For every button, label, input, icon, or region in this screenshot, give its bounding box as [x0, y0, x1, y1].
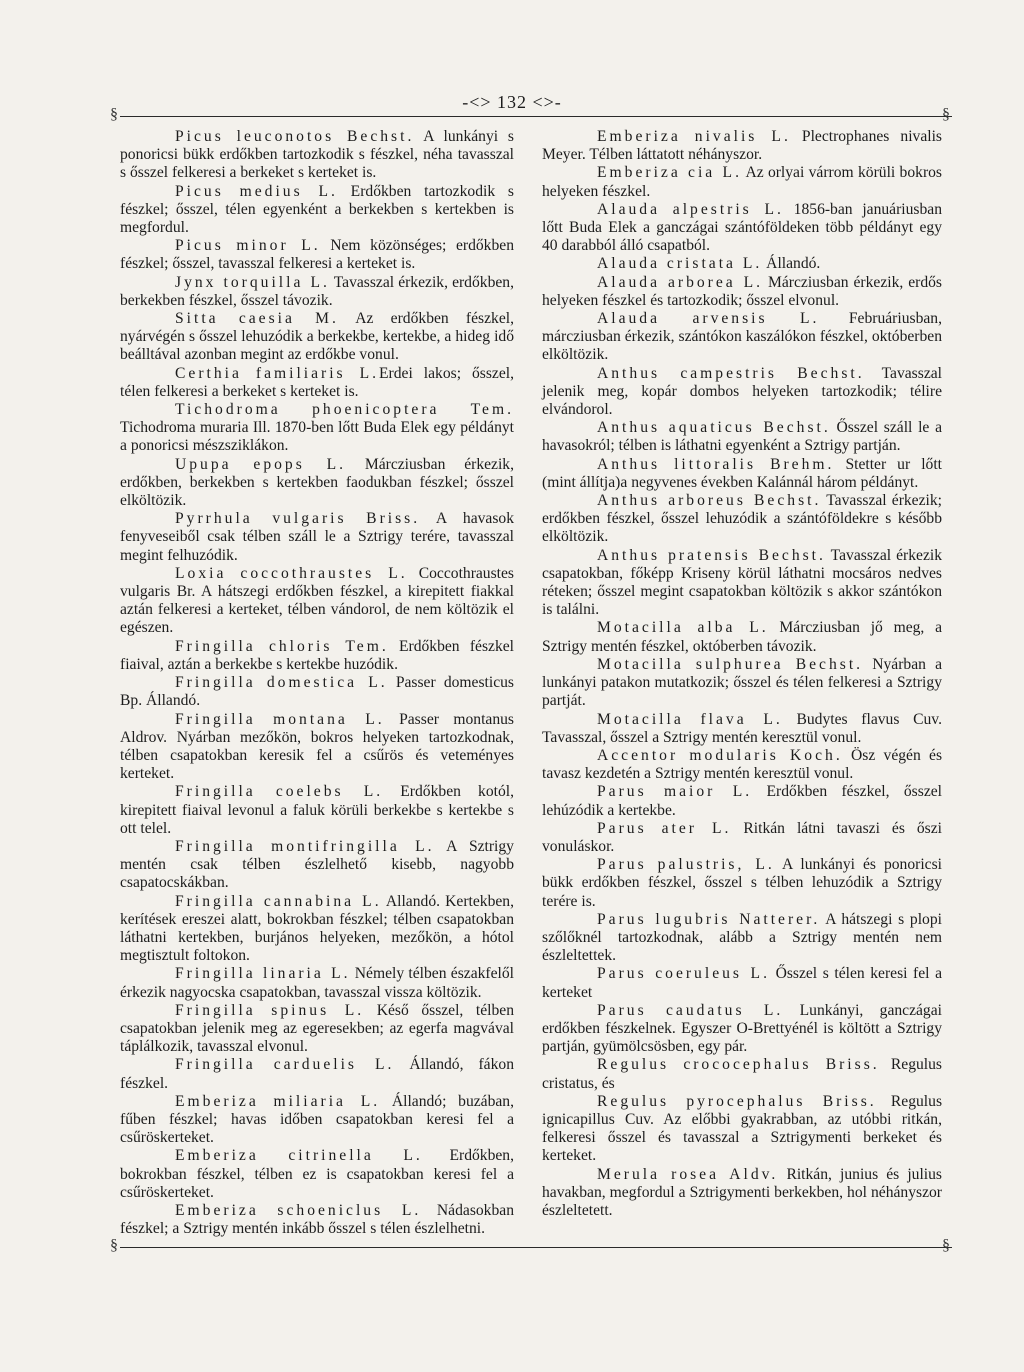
species-entry — [542, 711, 942, 747]
species-name: Fringilla montana L. — [175, 710, 385, 728]
species-entry — [542, 656, 942, 711]
species-description: Passer domesticus Bp. Állandó. — [120, 674, 514, 710]
species-entry — [120, 237, 514, 273]
species-description: Márcziusban jő meg, a Sztrigy mentén fészkel, októberben távozik. — [542, 619, 942, 655]
species-name: Emberiza cia L. — [597, 164, 742, 182]
species-entry — [120, 310, 514, 365]
species-name: Fringilla chloris Tem. — [175, 637, 389, 655]
species-description: Regulus cristatus, és — [542, 1056, 942, 1092]
species-entry — [120, 1147, 514, 1202]
species-description: Tavasszal érkezik; erdőkben fészkel, ősszel lehuzódik a szántóföldekre s később elköltözik. — [542, 492, 942, 546]
species-entry — [542, 1002, 942, 1057]
species-name: Fringilla carduelis L. — [175, 1056, 395, 1074]
species-description: Állandó. — [762, 255, 821, 273]
species-name: Anthus aquaticus Bechst. — [597, 419, 831, 437]
species-entry — [120, 838, 514, 893]
species-description: Passer montanus Aldrov. Nyárban mezőkön, bokros helyeken tartozkodnak, télben csapatokban keresik fel a csűrös és veteményes kerteket. — [120, 710, 514, 783]
species-description: Regulus ignicapillus Cuv. Az előbbi gyakrabban, az utóbbi ritkán, felkeresi ősszel és tavasszal a Sztrigymenti berkeket és kerteket. — [542, 1092, 943, 1165]
species-entry — [120, 456, 514, 511]
species-description: A lunkányi és ponoricsi bükk erdőkben fészkel, ősszel s télben lehuzódik a Sztrigy terére is. — [542, 856, 942, 910]
species-description: Az orlyai várrom körüli bokros helyeken fészkel. — [542, 164, 942, 200]
species-name: Certhia familiaris L. — [175, 364, 380, 382]
species-description: Coccothraustes vulgaris Br. A hátszegi erdőkben fészkel, a kirepitett fiakkal aztán felkeresi a kerteket, télben vándorol, de nem költözik el egészen. — [120, 564, 514, 637]
species-entry — [120, 1202, 514, 1238]
species-description: Lunkányi, ganczágai erdőkben fészkelnek. Egyszer O-Brettyénél is költött a Sztrigy partján, gyümölcsösben, egy pár. — [542, 1001, 942, 1056]
bottom-rule — [120, 1247, 952, 1248]
species-name: Tichodroma phoenicoptera Tem. — [175, 401, 514, 419]
species-name: Anthus campestris Bechst. — [597, 364, 865, 382]
species-entry — [542, 492, 942, 547]
ornament-icon: § — [942, 1237, 950, 1254]
species-description: A havasok fenyveseiből csak télben száll le a Sztrigy terére, tavasszal megint felhuzódik. — [120, 510, 515, 564]
species-entry — [542, 783, 942, 819]
species-name: Regulus crococephalus Briss. — [597, 1056, 880, 1074]
species-description: Márcziusban érkezik, erdős helyeken fészkel és tartozkodik; ősszel elvonul. — [542, 273, 942, 309]
species-entry — [120, 674, 514, 710]
species-name: Regulus pyrocephalus Briss. — [597, 1092, 877, 1110]
species-description: Némely télben északfelől érkezik nagyocska csapatokban, tavasszal vissza költözik. — [120, 965, 514, 1001]
species-description: Nem közönséges; erdőkben fészkel; ősszel, tavasszal felkeresi a kerteket is. — [120, 237, 514, 273]
species-description: Erdőkben, bokrokban fészkel, télben ez is csapatokban keresi fel a csűröskerteket. — [120, 1147, 514, 1201]
species-name: Picus leuconotos Bechst. — [175, 128, 415, 145]
species-description: Márcziusban érkezik, erdőkben, berkekben s kertekben faodukban fészkel; ősszel elköltözik. — [120, 455, 514, 510]
species-name: Anthus littoralis Brehm. — [597, 455, 835, 473]
species-entry — [120, 965, 514, 1001]
top-rule — [120, 116, 952, 117]
species-name: Picus medius L. — [175, 182, 338, 200]
species-entry — [542, 747, 942, 783]
species-description: Tavasszal jelenik meg, kopár dombos helyeken tartozkodik; télire elvándorol. — [542, 364, 942, 419]
species-entry — [120, 365, 514, 401]
species-name: Fringilla coelebs L. — [175, 783, 384, 801]
species-entry — [120, 128, 514, 183]
species-entry — [120, 711, 514, 784]
species-description: Plectrophanes nivalis Meyer. Télben láttatott néhányszor. — [542, 128, 942, 164]
species-description: Tavasszal érkezik csapatokban, főképp Kriseny körül láthatni mocsáros nedves réteken; ősszel megint csapatokban költözik s akkor szántókon is találni. — [542, 546, 942, 619]
species-description: Ősszel száll le a havasokról; télben is láthatni egyenként a Sztrigy partján. — [542, 419, 943, 455]
species-name: Parus lugubris Natterer. — [597, 910, 821, 928]
species-entry — [120, 401, 514, 456]
species-name: Motacilla flava L. — [597, 710, 783, 728]
species-name: Fringilla cannabina L. — [175, 892, 382, 910]
species-description: Erdőkben kotól, kirepitett fiaival levonul a faluk körüli berkekbe s kertekbe s ott telel. — [120, 783, 514, 837]
species-description: Erdőkben fészkel, ősszel lehúzódik a kertekbe. — [542, 783, 942, 819]
species-name: Alauda alpestris L. — [597, 200, 784, 218]
species-description: Tichodroma muraria Ill. 1870-ben lőtt Buda Elek egy példányt a ponoricsi mészsziklákon. — [120, 419, 514, 455]
left-column — [120, 128, 514, 1238]
species-description: Késő ősszel, télben csapatokban jelenik meg az egeresekben; az egerfa magvával táplálkozik, tavasszal elvonul. — [120, 1001, 514, 1056]
species-entry — [120, 274, 514, 310]
species-name: Loxia coccothraustes L. — [175, 564, 408, 582]
species-name: Anthus arboreus Bechst. — [597, 492, 822, 510]
species-entry — [542, 201, 942, 256]
species-name: Parus palustris, L. — [597, 856, 775, 874]
species-entry — [542, 820, 942, 856]
species-description: Tavasszal érkezik, erdőkben, berkekben fészkel, ősszel távozik. — [120, 273, 514, 309]
page-number: -<> 132 <>- — [462, 92, 562, 112]
species-name: Fringilla linaria L. — [175, 965, 351, 983]
species-entry — [120, 183, 514, 238]
species-entry — [120, 565, 514, 638]
ornament-icon: § — [110, 106, 118, 123]
species-description: A Sztrigy mentén csak télben észlelhető kisebb, nagyobb csapatocskákban. — [120, 837, 514, 892]
species-name: Parus ater L. — [597, 819, 732, 837]
species-name: Sitta caesia M. — [175, 310, 339, 328]
species-entry — [542, 164, 942, 200]
species-entry — [542, 911, 942, 966]
species-name: Pyrrhula vulgaris Briss. — [175, 510, 421, 528]
species-entry — [542, 419, 942, 455]
species-name: Alauda cristata L. — [597, 255, 763, 273]
species-description: Ritkán, junius és julius havakban, megfordul a Sztrigymenti berkekben, hol néhányszor észleltetett. — [542, 1165, 942, 1219]
species-description: Nádasokban fészkel; a Sztrigy mentén inkább ősszel s télen észlelhetni. — [120, 1201, 514, 1238]
species-entry — [120, 1093, 514, 1148]
species-entry — [542, 310, 942, 365]
species-entry — [542, 547, 942, 620]
species-entry — [542, 255, 942, 273]
species-entry — [542, 1093, 942, 1166]
species-name: Alauda arvensis L. — [597, 310, 820, 328]
species-name: Merula rosea Aldv. — [597, 1165, 779, 1183]
species-name: Motacilla alba L. — [597, 619, 769, 637]
species-name: Fringilla spinus L. — [175, 1001, 365, 1019]
species-name: Fringilla domestica L. — [175, 674, 388, 692]
species-name: Emberiza schoeniclus L. — [175, 1201, 422, 1219]
species-description: Ősszel s télen keresi fel a kerteket — [542, 965, 942, 1001]
species-description: Ösz végén és tavasz kezdetén a Sztrigy mentén keresztül vonul. — [542, 746, 943, 783]
species-entry — [542, 274, 942, 310]
ornament-icon: § — [110, 1237, 118, 1254]
species-name: Emberiza citrinella L. — [175, 1147, 423, 1165]
species-entry — [120, 510, 514, 565]
species-entry — [542, 1166, 942, 1221]
species-description: A hátszegi s plopi szőlőknél tartozkodnak, alább a Sztrigy mentén nem észleltettek. — [542, 910, 942, 965]
species-entry — [542, 365, 942, 420]
species-name: Fringilla montifringilla L. — [175, 837, 435, 855]
species-name: Anthus pratensis Bechst. — [597, 546, 826, 564]
species-entry — [542, 619, 942, 655]
species-name: Emberiza nivalis L. — [597, 128, 791, 145]
species-name: Parus caudatus L. — [597, 1001, 784, 1019]
species-description: Állandó; buzában, fűben fészkel; havas időben csapatokban keresi fel a csűröskerteket. — [120, 1092, 514, 1147]
species-entry — [120, 1056, 514, 1092]
species-description: Februáriusban, márcziusban érkezik, szántókon kaszálókon fészkel, októberben elköltözik. — [542, 310, 942, 364]
species-description: Allandó. Kertekben, kerítések ereszei alatt, bokrokban fészkel; télben csapatokban láthatni kertekben, burjános helyeken, mezőkön, a hótol megtisztult foltokon. — [120, 892, 514, 965]
species-entry — [120, 638, 514, 674]
species-name: Emberiza miliaria L. — [175, 1092, 381, 1110]
species-entry — [542, 856, 942, 911]
species-description: Budytes flavus Cuv. Tavasszal, ősszel a Sztrigy mentén keresztül vonul. — [542, 710, 942, 746]
species-entry — [542, 128, 942, 164]
species-name: Jynx torquilla L. — [175, 273, 330, 291]
species-entry — [120, 893, 514, 966]
species-description: Erdőkben fészkel fiaival, aztán a berkekbe s kertekbe huzódik. — [120, 637, 514, 673]
species-description: Nyárban a lunkányi patakon mutatkozik; ősszel és télen felkeresi a Sztrigy partját. — [542, 655, 942, 710]
species-description: Erdei lakos; ősszel, télen felkeresi a berkeket s kerteket is. — [120, 364, 515, 400]
species-name: Upupa epops L. — [175, 455, 347, 473]
species-entry — [120, 783, 514, 838]
species-name: Accentor modularis Koch. — [597, 746, 843, 764]
species-description: Stetter ur lőtt (mint állítja)a negyvenes években Kalánnál három példányt. — [542, 455, 942, 491]
species-description: Az erdőkben fészkel, nyárvégén s ősszel lehuzódik a berkekbe, kertekbe, a hideg idő beálltával azonban megint az erdőkbe vonul. — [120, 310, 514, 364]
species-name: Picus minor L. — [175, 237, 321, 255]
species-entry — [542, 965, 942, 1001]
species-name: Parus coeruleus L. — [597, 965, 770, 983]
ornament-icon: § — [942, 106, 950, 123]
species-name: Motacilla sulphurea Bechst. — [597, 655, 864, 673]
right-column — [542, 128, 942, 1220]
species-entry — [120, 1002, 514, 1057]
species-description: A lunkányi s ponoricsi bükk erdőkben tartozkodik s fészkel, néha tavasszal s ősszel felkeresi a berkeket s kerteket is. — [120, 128, 514, 182]
species-entry — [542, 1056, 942, 1092]
species-description: 1856-ban januáriusban lőtt Buda Elek a ganczágai szántóföldeken több példányt egy 40 darabból álló csapatból. — [542, 200, 942, 255]
species-entry — [542, 456, 942, 492]
species-description: Ritkán látni tavaszi és őszi vonuláskor. — [542, 819, 942, 855]
species-description: Erdőkben tartozkodik s fészkel; ősszel, télen egyenként a berkekben s kertekben is megfordul. — [120, 182, 514, 237]
species-description: Állandó, fákon fészkel. — [120, 1056, 514, 1092]
species-name: Parus maior L. — [597, 783, 753, 801]
species-name: Alauda arborea L. — [597, 273, 764, 291]
